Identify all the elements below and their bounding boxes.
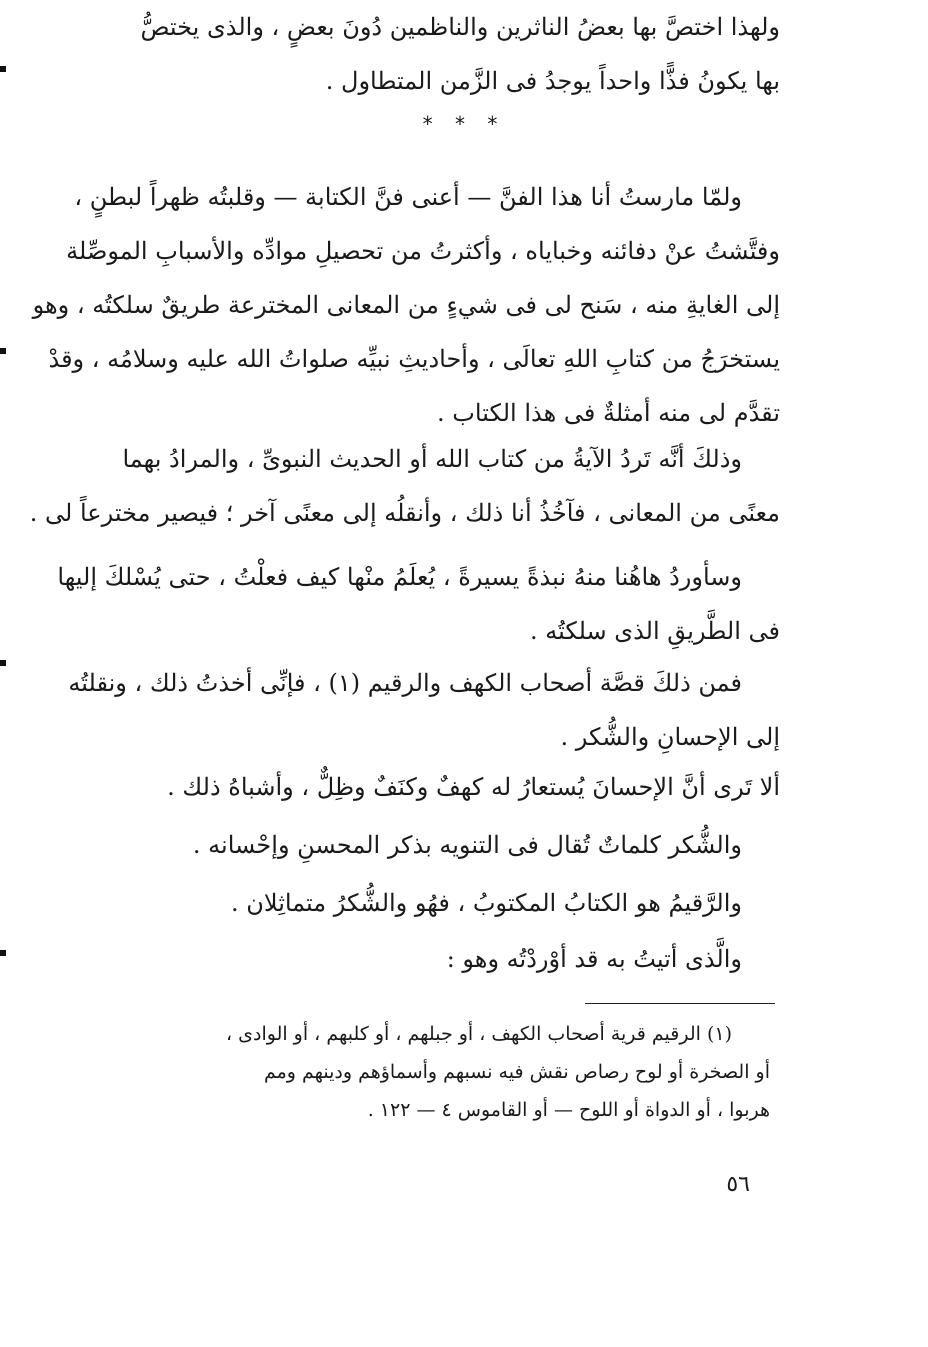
paragraph-4: [68, 656, 780, 764]
text-line: بها يكونُ فذًّا واحداً يوجدُ فى الزَّمن المتطاول .: [325, 67, 780, 95]
text-line: وسأوردُ هاهُنا منهُ نبذةً يسيرةً ، يُعلَمُ منْها كيف فعلْتُ ، حتى يُسْلكَ إليها: [57, 563, 742, 591]
text-line: وفتَّشتُ عنْ دفائنه وخباياه ، وأكثرتُ من تحصيلِ موادِّه والأسبابِ الموصِّلة: [66, 237, 780, 265]
text-line: ولهذا اختصَّ بها بعضُ الناثرين والناظمين دُونَ بعضٍ ، والذى يختصُّ: [140, 13, 780, 41]
text-line: فى الطَّريقِ الذى سلكتُه .: [529, 617, 780, 645]
text-line: إلى الغايةِ منه ، سَنح لى فى شيءٍ من المعانى المخترعة طريقٌ سلكتُه ، وهو: [32, 291, 780, 319]
margin-mark: [0, 66, 6, 72]
text-line: تقدَّم لى منه أمثلةٌ فى هذا الكتاب .: [437, 399, 780, 427]
footnote-line: أو الصخرة أو لوح رصاص نقش فيه نسبهم وأسماؤهم ودينهم ومم: [263, 1061, 770, 1083]
top-paragraph: [100, 0, 780, 108]
page-number: ٥٦: [726, 1172, 750, 1197]
paragraph-8: [100, 932, 780, 986]
text-line: ألا تَرى أنَّ الإحسانَ يُستعارُ له كهفٌ وكنَفٌ وظِلٌّ ، وأشباهُ ذلك .: [167, 773, 780, 801]
text-line: وذلكَ أنَّه تَردُ الآيةُ من كتاب الله أو الحديث النبوىِّ ، والمرادُ بهما: [122, 445, 742, 473]
footnote-line: هربوا ، أو الدواة أو اللوح — أو القاموس ٤ — ١٢٢ .: [367, 1099, 770, 1121]
paragraph-1: [32, 170, 780, 440]
text-line: والشُّكر كلماتٌ تُقال فى التنويه بذكر المحسنِ وإحْسانه .: [192, 831, 742, 859]
paragraph-7: [100, 876, 780, 930]
paragraph-6: [100, 818, 780, 872]
paragraph-3: [57, 550, 780, 658]
text-line: إلى الإحسانِ والشُّكر .: [560, 723, 780, 751]
text-line: والرَّقيمُ هو الكتابُ المكتوبُ ، فهُو والشُّكرُ متماثِلان .: [230, 889, 742, 917]
text-line: ولمّا مارستُ أنا هذا الفنَّ — أعنى فنَّ الكتابة — وقلبتُه ظهراً لبطنٍ ،: [74, 183, 742, 211]
footnote-line: (١) الرقيم قرية أصحاب الكهف ، أو جبلهم ، أو كلبهم ، أو الوادى ،: [225, 1023, 732, 1045]
text-line: والَّذى أتيتُ به قد أوْردْتُه وهو :: [446, 945, 742, 973]
text-line: فمن ذلكَ قصَّة أصحاب الكهف والرقيم (١) ، فإنِّى أخذتُ ذلك ، ونقلتُه: [68, 669, 742, 697]
footnote: [100, 1015, 770, 1129]
paragraph-5: [100, 760, 780, 814]
margin-mark: [0, 348, 6, 354]
margin-mark: [0, 660, 6, 666]
margin-mark: [0, 950, 6, 956]
section-separator: * * *: [422, 112, 506, 136]
text-line: يستخرَجُ من كتابِ اللهِ تعالَى ، وأحاديثِ نبيِّه صلواتُ الله عليه وسلامُه ، وقدْ: [48, 345, 780, 373]
footnote-divider: [585, 1003, 775, 1004]
paragraph-2: [29, 432, 780, 540]
text-line: معنًى من المعانى ، فآخُذُ أنا ذلك ، وأنقلُه إلى معنًى آخر ؛ فيصير مخترعاً لى .: [29, 499, 780, 527]
